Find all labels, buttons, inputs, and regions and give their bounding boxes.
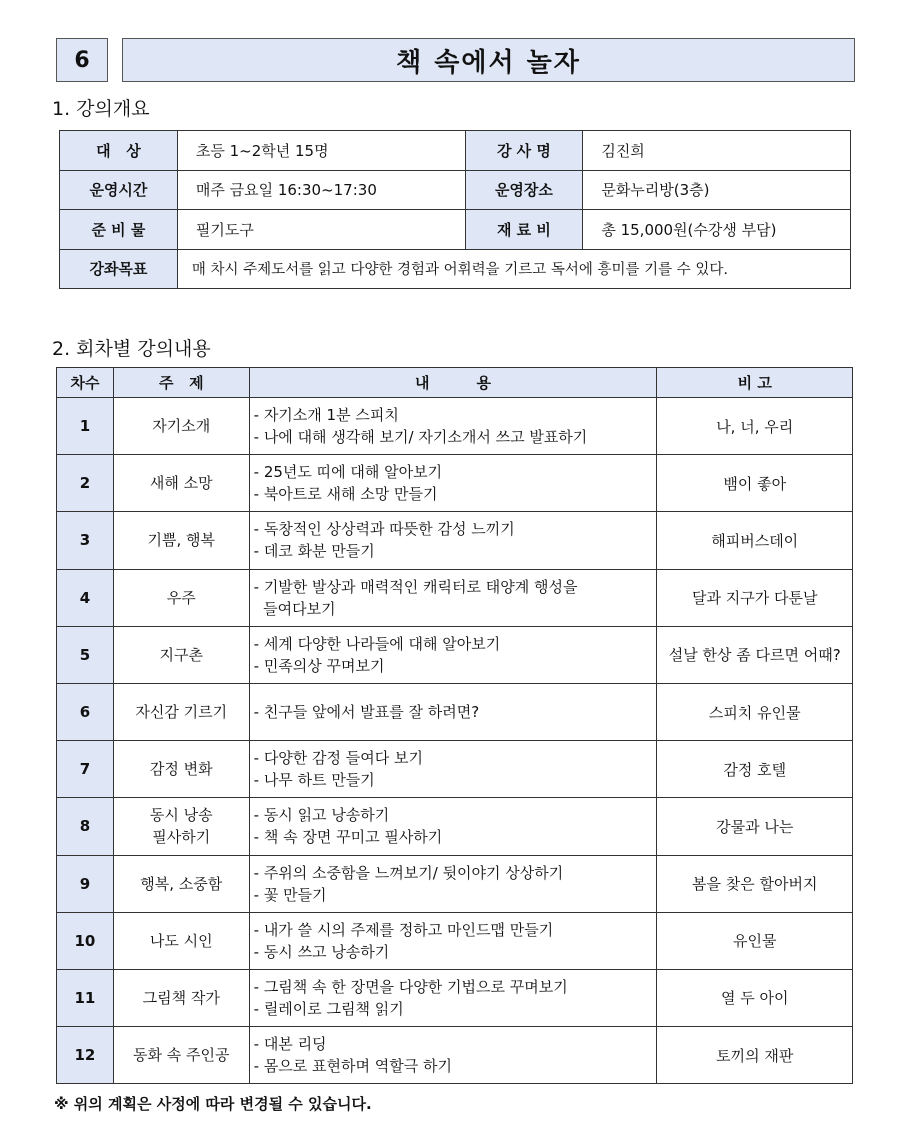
- session-number: 9: [57, 855, 114, 912]
- content-line: - 다양한 감정 들여다 보기: [253, 749, 424, 768]
- content-line: - 릴레이로 그림책 읽기: [253, 999, 404, 1018]
- topic-line: 동화 속 주인공: [133, 1046, 230, 1065]
- time-value: 매주 금요일 16:30~17:30: [177, 170, 465, 210]
- session-number: 12: [57, 1027, 114, 1084]
- content-line: - 나에 대해 생각해 보기/ 자기소개서 쓰고 발표하기: [253, 428, 588, 447]
- session-topic: [113, 969, 249, 1026]
- session-note: 감정 호텔: [657, 741, 853, 798]
- session-number: 3: [57, 512, 114, 569]
- instructor-value: 김진희: [583, 131, 851, 171]
- content-line: - 기발한 발상과 매력적인 캐릭터로 태양계 행성을: [253, 577, 578, 596]
- topic-line: 필사하기: [152, 828, 211, 847]
- topic-line: 지구촌: [159, 645, 203, 664]
- place-label: 운영장소: [465, 170, 583, 210]
- session-note: 열 두 아이: [657, 969, 853, 1026]
- goal-value: 매 차시 주제도서를 읽고 다양한 경험과 어휘력을 기르고 독서에 흥미를 기를 수 있다.: [177, 249, 850, 289]
- session-content: [249, 569, 657, 626]
- col-no: 차수: [57, 368, 114, 398]
- content-line: - 25년도 띠에 대해 알아보기: [253, 463, 443, 482]
- content-line: - 책 속 장면 꾸미고 필사하기: [253, 828, 443, 847]
- content-line: - 데코 화분 만들기: [253, 542, 375, 561]
- session-content: [249, 1027, 657, 1084]
- session-note: 유인물: [657, 912, 853, 969]
- content-line: - 주위의 소중함을 느껴보기/ 뒷이야기 상상하기: [253, 863, 564, 882]
- supplies-value: 필기도구: [177, 210, 465, 250]
- session-note: 강물과 나는: [657, 798, 853, 855]
- content-line: - 동시 쓰고 낭송하기: [253, 942, 390, 961]
- table-row: [57, 512, 853, 569]
- session-content: [249, 741, 657, 798]
- schedule-table: [56, 367, 853, 1084]
- session-content: [249, 969, 657, 1026]
- content-line: - 대본 리딩: [253, 1035, 327, 1054]
- content-line: - 내가 쓸 시의 주제를 정하고 마인드맵 만들기: [253, 920, 554, 939]
- instructor-label: 강 사 명: [465, 131, 583, 171]
- session-number: 7: [57, 741, 114, 798]
- topic-line: 동시 낭송: [149, 806, 213, 825]
- topic-line: 기쁨, 행복: [147, 531, 216, 550]
- table-row: [57, 798, 853, 855]
- session-topic: [113, 741, 249, 798]
- topic-line: 새해 소망: [149, 474, 213, 493]
- overview-table: [59, 130, 851, 289]
- session-number: 5: [57, 626, 114, 683]
- session-number: 4: [57, 569, 114, 626]
- target-label: 대 상: [60, 131, 178, 171]
- session-note: 해피버스데이: [657, 512, 853, 569]
- session-note: 설날 한상 좀 다르면 어때?: [657, 626, 853, 683]
- session-note: 나, 너, 우리: [657, 398, 853, 455]
- fee-label: 재 료 비: [465, 210, 583, 250]
- topic-line: 자기소개: [152, 417, 211, 436]
- col-topic: 주 제: [113, 368, 249, 398]
- section-number: 6: [56, 38, 108, 82]
- session-topic: [113, 398, 249, 455]
- session-topic: [113, 512, 249, 569]
- session-topic: [113, 455, 249, 512]
- session-topic: [113, 626, 249, 683]
- session-topic: [113, 1027, 249, 1084]
- content-line: - 자기소개 1분 스피치: [253, 406, 399, 425]
- goal-label: 강좌목표: [60, 249, 178, 289]
- session-number: 10: [57, 912, 114, 969]
- content-line: - 세계 다양한 나라들에 대해 알아보기: [253, 634, 501, 653]
- session-note: 달과 지구가 다툰날: [657, 569, 853, 626]
- topic-line: 자신감 기르기: [135, 703, 228, 722]
- session-content: [249, 855, 657, 912]
- session-topic: [113, 683, 249, 740]
- content-line: - 독창적인 상상력과 따뜻한 감성 느끼기: [253, 520, 515, 539]
- table-row: [57, 741, 853, 798]
- content-line: - 꽃 만들기: [253, 885, 327, 904]
- col-content: 내 용: [249, 368, 657, 398]
- place-value: 문화누리방(3층): [583, 170, 851, 210]
- session-note: 봄을 찾은 할아버지: [657, 855, 853, 912]
- session-number: 8: [57, 798, 114, 855]
- content-line: - 민족의상 꾸며보기: [253, 656, 385, 675]
- content-line: 들여다보기: [253, 599, 336, 618]
- session-content: [249, 455, 657, 512]
- session-content: [249, 912, 657, 969]
- page-title: 책 속에서 놀자: [122, 38, 855, 82]
- content-line: - 몸으로 표현하며 역할극 하기: [253, 1057, 453, 1076]
- table-row: [57, 1027, 853, 1084]
- content-line: - 나무 하트 만들기: [253, 771, 375, 790]
- session-number: 1: [57, 398, 114, 455]
- session-content: [249, 398, 657, 455]
- session-topic: [113, 798, 249, 855]
- table-row: [57, 569, 853, 626]
- table-row: [57, 912, 853, 969]
- schedule-heading: 2. 회차별 강의내용: [52, 338, 211, 360]
- footnote: ※ 위의 계획은 사정에 따라 변경될 수 있습니다.: [54, 1095, 372, 1113]
- overview-heading: 1. 강의개요: [52, 98, 150, 120]
- fee-value: 총 15,000원(수강생 부담): [583, 210, 851, 250]
- session-content: [249, 512, 657, 569]
- session-content: [249, 626, 657, 683]
- table-row: [57, 398, 853, 455]
- time-label: 운영시간: [60, 170, 178, 210]
- col-note: 비 고: [657, 368, 853, 398]
- session-note: 스피치 유인물: [657, 683, 853, 740]
- topic-line: 우주: [166, 588, 196, 607]
- content-line: - 동시 읽고 낭송하기: [253, 806, 390, 825]
- topic-line: 감정 변화: [149, 760, 213, 779]
- content-line: - 북아트로 새해 소망 만들기: [253, 485, 438, 504]
- session-number: 6: [57, 683, 114, 740]
- target-value: 초등 1~2학년 15명: [177, 131, 465, 171]
- content-line: - 그림책 속 한 장면을 다양한 기법으로 꾸며보기: [253, 977, 568, 996]
- table-row: [57, 969, 853, 1026]
- session-note: 뱀이 좋아: [657, 455, 853, 512]
- table-row: [57, 455, 853, 512]
- session-topic: [113, 912, 249, 969]
- session-number: 11: [57, 969, 114, 1026]
- session-note: 토끼의 재판: [657, 1027, 853, 1084]
- session-topic: [113, 855, 249, 912]
- session-number: 2: [57, 455, 114, 512]
- table-row: [57, 626, 853, 683]
- topic-line: 나도 시인: [149, 931, 213, 950]
- table-row: [57, 683, 853, 740]
- session-content: [249, 798, 657, 855]
- session-topic: [113, 569, 249, 626]
- content-line: - 친구들 앞에서 발표를 잘 하려면?: [253, 703, 480, 722]
- topic-line: 행복, 소중함: [140, 874, 223, 893]
- table-row: [57, 855, 853, 912]
- supplies-label: 준 비 물: [60, 210, 178, 250]
- topic-line: 그림책 작가: [142, 988, 220, 1007]
- session-content: [249, 683, 657, 740]
